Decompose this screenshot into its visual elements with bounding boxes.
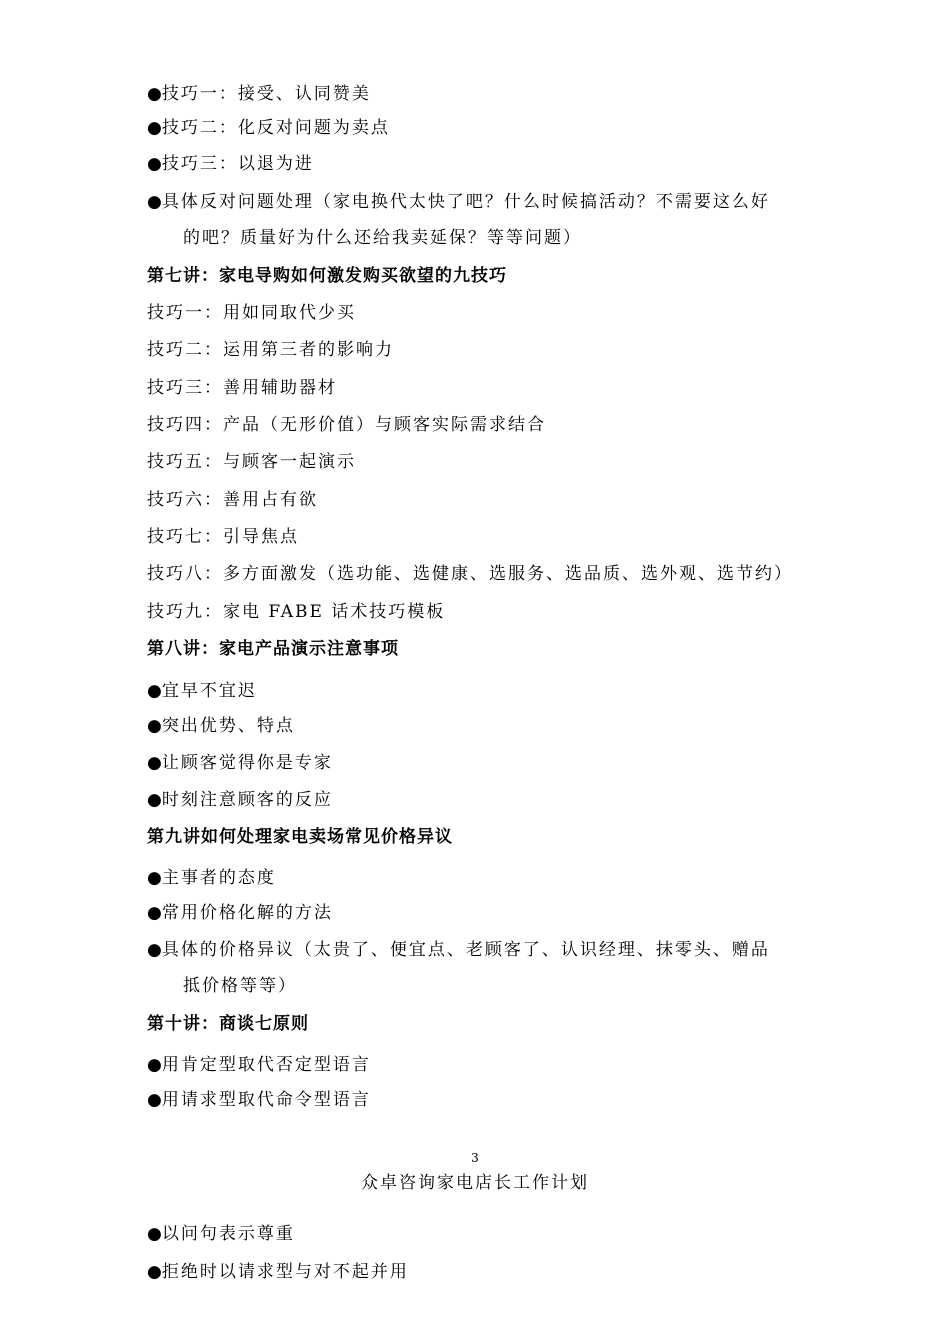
section-heading — [147, 265, 507, 287]
line-text: 技巧四：产品（无形价值）与顾客实际需求结合 — [147, 415, 546, 435]
line-text: 技巧一：用如同取代少买 — [147, 303, 356, 323]
line-text: 技巧九：家电 FABE 话术技巧模板 — [147, 602, 446, 622]
text-line — [147, 601, 445, 623]
bullet-item — [147, 117, 390, 139]
line-text: 技巧三：善用辅助器材 — [147, 378, 337, 398]
text-line — [147, 489, 318, 511]
line-text: 时刻注意顾客的反应 — [161, 790, 333, 810]
bullet-icon: ● — [147, 1090, 162, 1110]
bullet-item — [147, 715, 295, 737]
text-line — [183, 227, 582, 249]
line-text: 常用价格化解的方法 — [161, 903, 333, 923]
bullet-icon: ● — [147, 84, 162, 104]
running-header: 众卓咨询家电店长工作计划 — [361, 1173, 589, 1193]
bullet-icon: ● — [147, 940, 162, 960]
bullet-icon: ● — [147, 1224, 162, 1244]
text-line — [147, 339, 394, 361]
bullet-item — [147, 1054, 371, 1076]
text-line — [183, 975, 297, 997]
line-text: 突出优势、特点 — [161, 716, 295, 736]
bullet-icon: ● — [147, 790, 162, 810]
bullet-item — [147, 191, 770, 213]
line-text: 宜早不宜迟 — [161, 681, 257, 701]
text-line — [147, 377, 337, 399]
line-text: 以问句表示尊重 — [161, 1224, 295, 1244]
line-text: 技巧八：多方面激发（选功能、选健康、选服务、选品质、选外观、选节约） — [147, 564, 793, 584]
line-text: 技巧七：引导焦点 — [147, 527, 299, 547]
bullet-item — [147, 1223, 295, 1245]
line-text: 第八讲：家电产品演示注意事项 — [147, 639, 399, 659]
line-text: 让顾客觉得你是专家 — [161, 753, 333, 773]
bullet-icon: ● — [147, 154, 162, 174]
line-text: 的吧？质量好为什么还给我卖延保？等等问题） — [183, 228, 582, 248]
section-heading — [147, 1013, 309, 1035]
bullet-item — [147, 902, 333, 924]
line-text: 抵价格等等） — [183, 976, 297, 996]
bullet-icon: ● — [147, 1055, 162, 1075]
bullet-item — [147, 789, 333, 811]
line-text: 具体的价格异议（太贵了、便宜点、老顾客了、认识经理、抹零头、赠品 — [161, 940, 770, 960]
section-heading — [147, 826, 453, 848]
bullet-icon: ● — [147, 753, 162, 773]
bullet-icon: ● — [147, 118, 162, 138]
bullet-icon: ● — [147, 1262, 162, 1282]
line-text: 技巧五：与顾客一起演示 — [147, 452, 356, 472]
page-number: 3 — [471, 1151, 479, 1165]
text-line — [147, 526, 299, 548]
line-text: 拒绝时以请求型与对不起并用 — [161, 1262, 409, 1282]
bullet-item — [147, 867, 276, 889]
bullet-item — [147, 153, 314, 175]
text-line — [147, 302, 356, 324]
line-text: 技巧二：化反对问题为卖点 — [161, 118, 390, 138]
line-text: 第十讲：商谈七原则 — [147, 1014, 309, 1034]
bullet-icon: ● — [147, 681, 162, 701]
bullet-item — [147, 939, 770, 961]
bullet-icon: ● — [147, 868, 162, 888]
text-line — [147, 451, 356, 473]
line-text: 第七讲：家电导购如何激发购买欲望的九技巧 — [147, 266, 507, 286]
line-text: 技巧二：运用第三者的影响力 — [147, 340, 394, 360]
line-text: 具体反对问题处理（家电换代太快了吧？什么时候搞活动？不需要这么好 — [161, 192, 770, 212]
bullet-item — [147, 1261, 409, 1283]
line-text: 技巧一：接受、认同赞美 — [161, 84, 371, 104]
line-text: 主事者的态度 — [161, 868, 276, 888]
bullet-icon: ● — [147, 903, 162, 923]
text-line — [147, 563, 793, 585]
line-text: 技巧三：以退为进 — [161, 154, 314, 174]
bullet-item — [147, 752, 333, 774]
text-line — [147, 414, 546, 436]
bullet-icon: ● — [147, 716, 162, 736]
line-text: 技巧六：善用占有欲 — [147, 490, 318, 510]
line-text: 用请求型取代命令型语言 — [161, 1090, 371, 1110]
section-heading — [147, 638, 399, 660]
bullet-icon: ● — [147, 192, 162, 212]
bullet-item — [147, 680, 257, 702]
bullet-item — [147, 1089, 371, 1111]
line-text: 第九讲如何处理家电卖场常见价格异议 — [147, 827, 453, 847]
bullet-item — [147, 83, 371, 105]
line-text: 用肯定型取代否定型语言 — [161, 1055, 371, 1075]
